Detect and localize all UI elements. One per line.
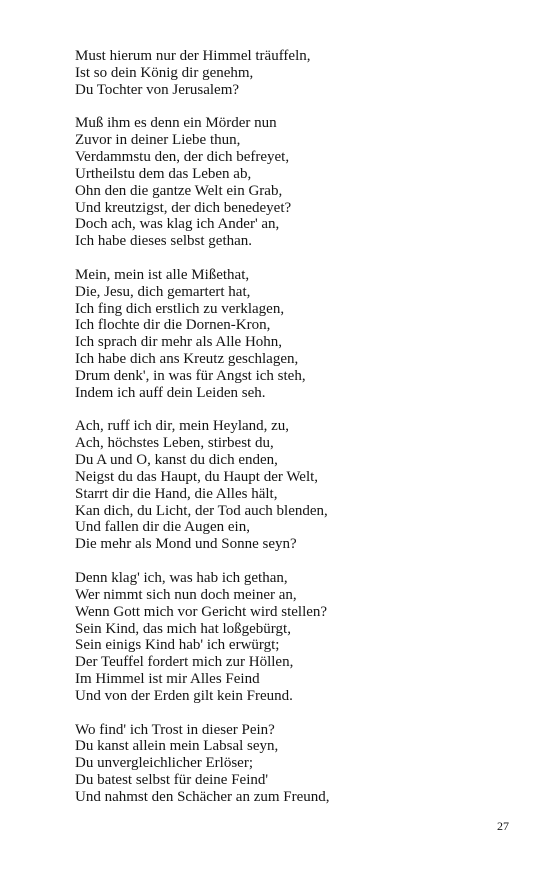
poem-line: Doch ach, was klag ich Ander' an, [75, 216, 280, 233]
stanza-2 [75, 115, 515, 250]
poem-line: Drum denk', in was für Angst ich steh, [75, 367, 306, 384]
poem-line: Starrt dir die Hand, die Alles hält, [75, 485, 278, 502]
poem-line: Ich fing dich erstlich zu verklagen, [75, 300, 285, 317]
poem-line: Ist so dein König dir genehm, [75, 64, 254, 81]
poem-line: Die, Jesu, dich gemartert hat, [75, 283, 251, 300]
poem-line: Muß ihm es denn ein Mörder nun [75, 115, 277, 132]
poem-line: Ach, höchstes Leben, stirbest du, [75, 435, 274, 452]
poem-line: Sein einigs Kind hab' ich erwürgt; [75, 637, 280, 654]
poem-line: Zuvor in deiner Liebe thun, [75, 132, 241, 149]
poem-line: Kan dich, du Licht, der Tod auch blenden, [75, 502, 328, 519]
poem-body [75, 48, 515, 823]
poem-line: Du unvergleichlicher Erlöser; [75, 755, 253, 772]
poem-line: Verdammstu den, der dich befreyet, [75, 149, 290, 166]
poem-line: Sein Kind, das mich hat loßgebürgt, [75, 620, 291, 637]
poem-line: Ach, ruff ich dir, mein Heyland, zu, [75, 418, 290, 435]
poem-line: Must hierum nur der Himmel träuffeln, [75, 48, 311, 64]
poem-line: Neigst du das Haupt, du Haupt der Welt, [75, 468, 319, 485]
stanza-1 [75, 48, 515, 99]
poem-line: Ich habe dieses selbst gethan. [75, 233, 253, 250]
poem-line: Und nahmst den Schächer an zum Freund, [75, 788, 330, 805]
poem-line: Ich sprach dir mehr als Alle Hohn, [75, 334, 283, 351]
poem-line: Du batest selbst für deine Feind' [75, 772, 269, 789]
poem-line: Du A und O, kanst du dich enden, [75, 452, 278, 469]
poem-line: Mein, mein ist alle Mißethat, [75, 266, 250, 283]
poem-line: Wenn Gott mich vor Gericht wird stellen? [75, 603, 328, 620]
poem-line: Die mehr als Mond und Sonne seyn? [75, 536, 297, 553]
poem-line: Ich flochte dir die Dornen-Kron, [75, 317, 271, 334]
poem-line: Wo find' ich Trost in dieser Pein? [75, 721, 275, 738]
poem-line: Im Himmel ist mir Alles Feind [75, 671, 260, 688]
poem-line: Der Teuffel fordert mich zur Höllen, [75, 654, 294, 671]
poem-line: Wer nimmt sich nun doch meiner an, [75, 586, 297, 603]
stanza-4 [75, 418, 515, 553]
poem-line: Indem ich auff dein Leiden seh. [75, 384, 266, 401]
poem-line: Ich habe dich ans Kreutz geschlagen, [75, 351, 299, 368]
stanza-6 [75, 722, 515, 806]
stanza-5 [75, 570, 515, 705]
poem-line: Du kanst allein mein Labsal seyn, [75, 738, 279, 755]
poem-line: Und von der Erden gilt kein Freund. [75, 687, 293, 704]
poem-line: Und fallen dir die Augen ein, [75, 519, 250, 536]
poem-line: Ohn den die gantze Welt ein Grab, [75, 182, 283, 199]
poem-line: Du Tochter von Jerusalem? [75, 81, 240, 98]
stanza-3 [75, 267, 515, 402]
poem-line: Denn klag' ich, was hab ich gethan, [75, 569, 288, 586]
poem-line: Und kreutzigst, der dich benedeyet? [75, 199, 292, 216]
poem-line: Urtheilstu dem das Leben ab, [75, 165, 252, 182]
page-number: 27 [497, 819, 509, 833]
